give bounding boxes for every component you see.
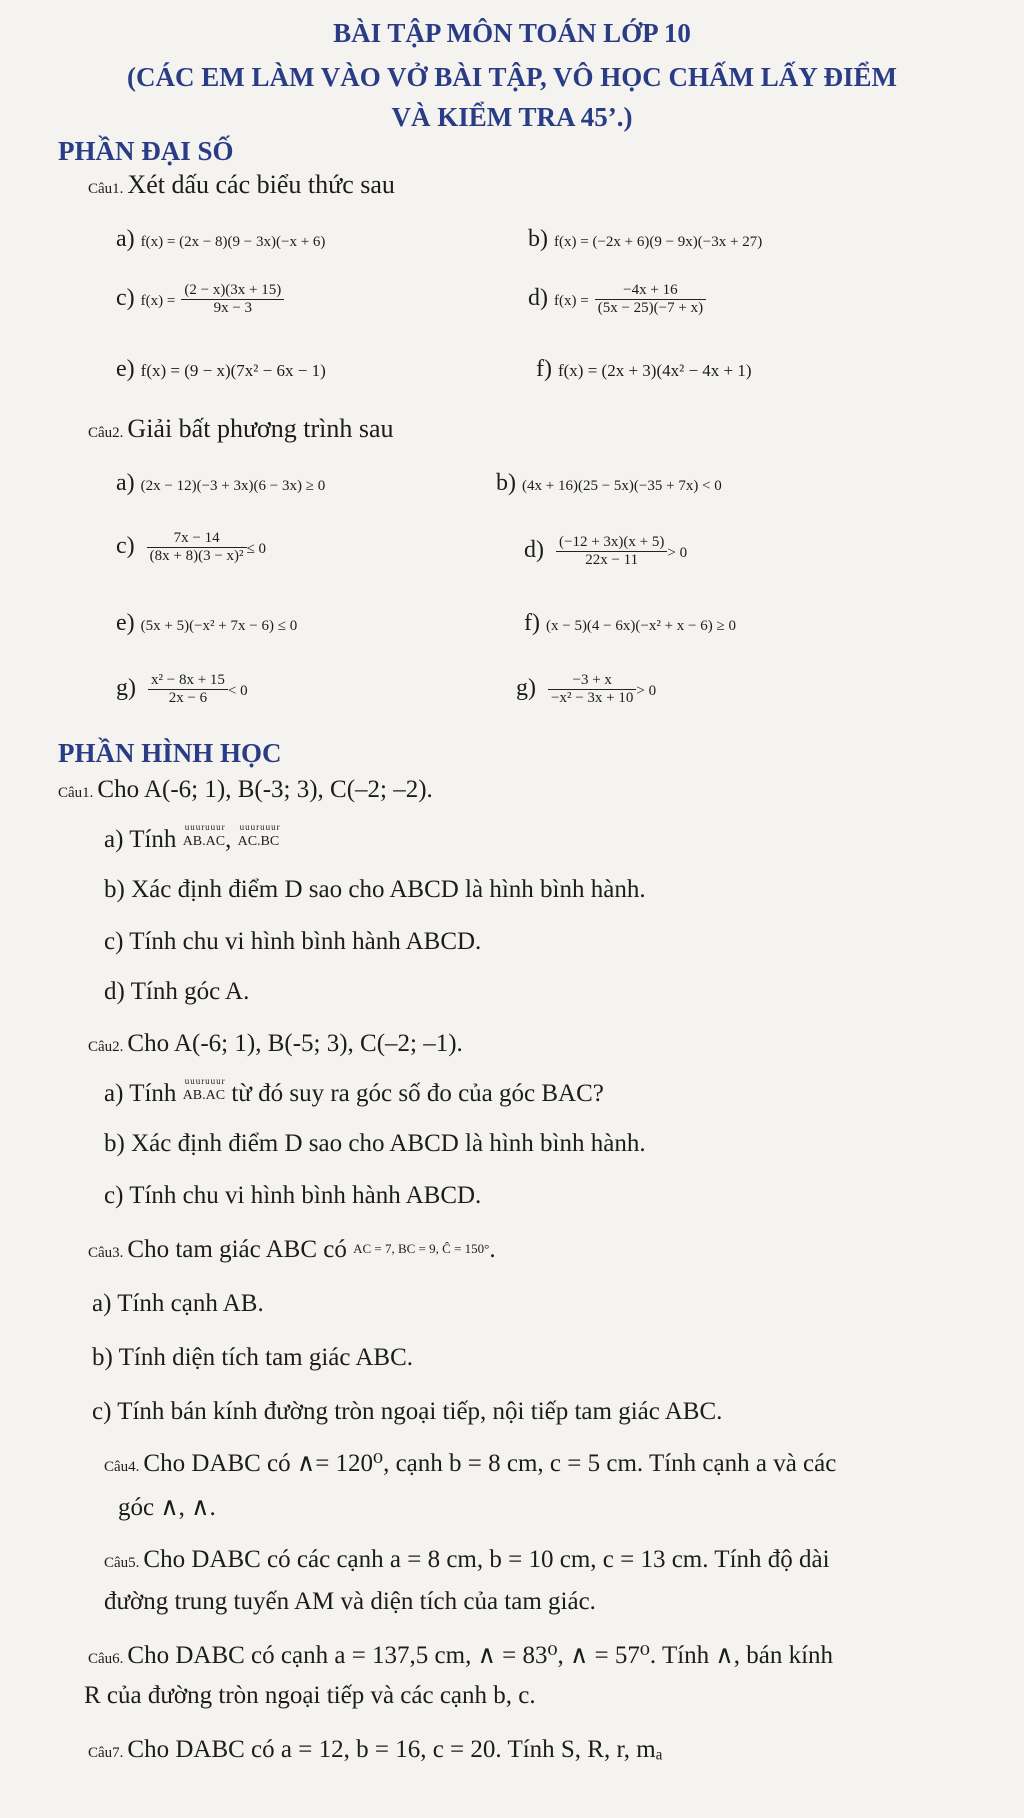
vector-expression: uuuruuur AB.AC	[182, 1076, 226, 1103]
geo-q1-d: d) Tính góc A.	[104, 978, 250, 1005]
geometry-question-6: Câu6. Cho DABC có cạnh a = 137,5 cm, ∧ = 83⁰, ∧ = 57⁰. Tính ∧, bán kính	[88, 1642, 834, 1669]
algebra-heading: PHẦN ĐẠI SỐ	[58, 136, 234, 166]
algebra-question-1	[88, 170, 395, 200]
q2-item-g1: g) $\frac{\text{x² − 8x + 15}}{2x - 6}$ < 0	[116, 672, 248, 706]
geo-q1-c: c) Tính chu vi hình bình hành ABCD.	[104, 928, 482, 955]
q2-item-a: a) (2x − 12)(−3 + 3x)(6 − 3x) ≥ 0	[116, 470, 326, 496]
geo-q3-c: c) Tính bán kính đường tròn ngoại tiếp, nội tiếp tam giác ABC.	[92, 1398, 723, 1425]
q2-item-f: f) (x − 5)(4 − 6x)(−x² + x − 6) ≥ 0	[524, 610, 736, 636]
q2-item-e: e) (5x + 5)(−x² + 7x − 6) ≤ 0	[116, 610, 298, 636]
geo-q2-c: c) Tính chu vi hình bình hành ABCD.	[104, 1182, 482, 1209]
fraction: $\frac{7x - 14}{\text{(8x + 8)(3 − x)²}}$	[147, 530, 247, 565]
geo-q2-b: b) Xác định điểm D sao cho ABCD là hình bình hành.	[104, 1130, 646, 1157]
geometry-question-1: Câu1. Cho A(-6; 1), B(-3; 3), C(–2; –2).	[58, 776, 433, 803]
geo-q1-a: a) Tính uuuruuur AB.AC, uuuruuur AC.BC	[104, 822, 281, 853]
vector-expression: uuuruuur AB.AC	[182, 822, 226, 849]
q1-item-e: e) f(x) = (9 − x)(7x² − 6x − 1)	[116, 356, 326, 382]
q1-item-b: b) f(x) = (−2x + 6)(9 − 9x)(−3x + 27)	[528, 226, 763, 252]
geometry-question-2: Câu2. Cho A(-6; 1), B(-5; 3), C(–2; –1).	[88, 1030, 463, 1057]
geo-q3-b: b) Tính diện tích tam giác ABC.	[92, 1344, 414, 1371]
algebra-question-2	[88, 414, 394, 444]
fraction: $\frac{(2 - x)(3x + 15)}{9x - 3}$	[181, 282, 284, 317]
q1-item-c: c) f(x) = $\frac{(2 - x)(3x + 15)}{9x - 3}$	[116, 282, 284, 317]
geo-q5-line2: đường trung tuyến AM và diện tích của tam giác.	[104, 1588, 596, 1615]
question-text: Xét dấu các biểu thức sau	[127, 170, 395, 199]
instruction-line-1: (CÁC EM LÀM VÀO VỞ BÀI TẬP, VÔ HỌC CHẤM LẤY ĐIỂM	[126, 62, 898, 92]
q2-item-d: d) $\frac{(-12 + 3x)(x + 5)}{22x - 11}$ > 0	[524, 534, 688, 568]
instruction-line-2: VÀ KIỂM TRA 45’.)	[391, 102, 633, 132]
geometry-question-3: Câu3. Cho tam giác ABC có AC = 7, BC = 9, Ĉ = 150°.	[88, 1236, 496, 1263]
fraction: $\frac{-3 + x}{\text{−x² − 3x + 10}}$	[548, 672, 636, 707]
page-title: BÀI TẬP MÔN TOÁN LỚP 10	[333, 18, 691, 48]
geo-q3-a: a) Tính cạnh AB.	[92, 1290, 264, 1317]
q1-item-a: a) f(x) = (2x − 8)(9 − 3x)(−x + 6)	[116, 226, 326, 252]
geo-q6-line2: R của đường tròn ngoại tiếp và các cạnh b, c.	[84, 1682, 536, 1709]
vector-expression: uuuruuur AC.BC	[237, 822, 281, 849]
geo-q1-b: b) Xác định điểm D sao cho ABCD là hình bình hành.	[104, 876, 646, 903]
geometry-question-5: Câu5. Cho DABC có các cạnh a = 8 cm, b = 10 cm, c = 13 cm. Tính độ dài	[104, 1546, 830, 1573]
question-number: Câu1.	[88, 181, 124, 197]
geo-q4-line2: góc ∧, ∧.	[118, 1494, 216, 1521]
geo-q2-a: a) Tính uuuruuur AB.AC từ đó suy ra góc số đo của góc BAC?	[104, 1076, 604, 1107]
geometry-question-4: Câu4. Cho DABC có ∧= 120⁰, cạnh b = 8 cm, c = 5 cm. Tính cạnh a và các	[104, 1450, 837, 1477]
fraction: $\frac{(-12 + 3x)(x + 5)}{22x - 11}$	[556, 534, 667, 569]
geometry-heading: PHẦN HÌNH HỌC	[58, 738, 282, 768]
q1-item-f: f) f(x) = (2x + 3)(4x² − 4x + 1)	[536, 356, 752, 382]
q2-item-b: b) (4x + 16)(25 − 5x)(−35 + 7x) < 0	[496, 470, 722, 496]
q1-item-d: d) f(x) = $\frac{-4x + 16}{(5x - 25)(-7 + x)}$	[528, 282, 706, 317]
fraction: $\frac{-4x + 16}{(5x - 25)(-7 + x)}$	[595, 282, 706, 317]
question-text: Giải bất phương trình sau	[127, 414, 394, 443]
fraction: $\frac{\text{x² − 8x + 15}}{2x - 6}$	[148, 672, 228, 707]
geometry-question-7: Câu7. Cho DABC có a = 12, b = 16, c = 20. Tính S, R, r, mₐ	[88, 1736, 663, 1763]
question-number: Câu2.	[88, 425, 124, 441]
q2-item-g2: g) $\frac{-3 + x}{\text{−x² − 3x + 10}}$ > 0	[516, 672, 657, 706]
q2-item-c: c) $\frac{7x - 14}{\text{(8x + 8)(3 − x)²}}$ ≤ 0	[116, 530, 267, 564]
